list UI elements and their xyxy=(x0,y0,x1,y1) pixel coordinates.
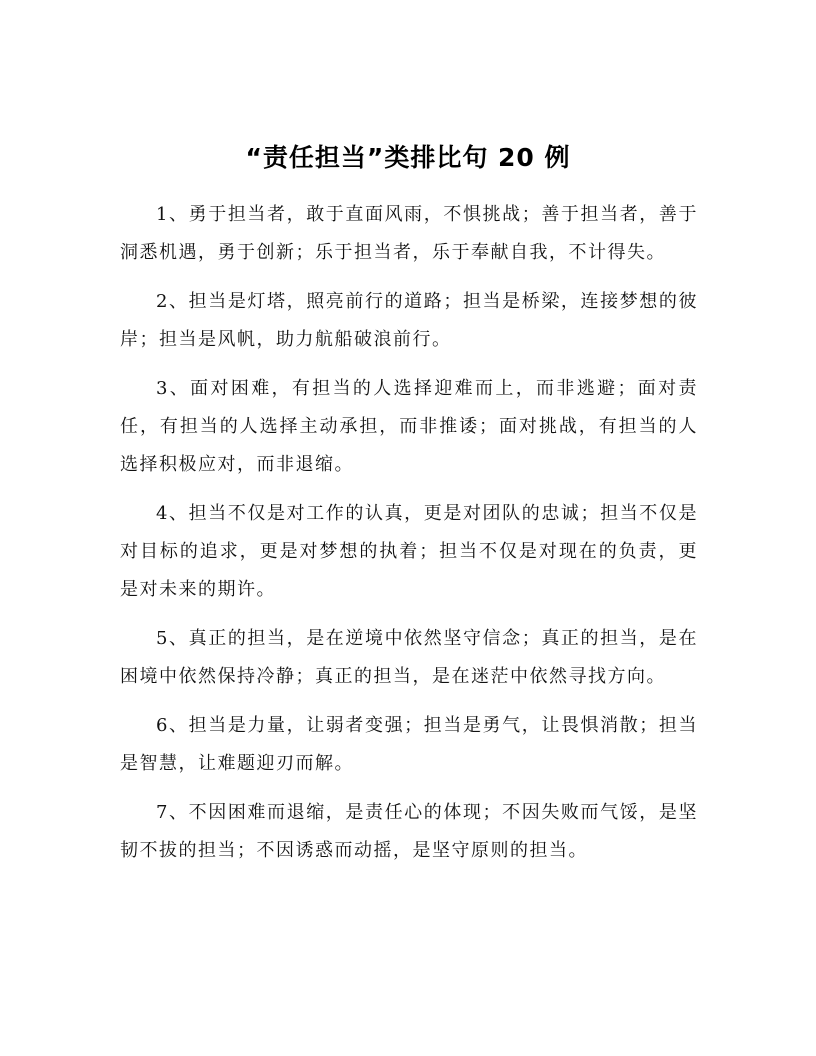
document-body xyxy=(120,196,698,881)
paragraph-1: 1、勇于担当者，敢于直面风雨，不惧挑战；善于担当者，善于洞悉机遇，勇于创新；乐于担当者，乐于奉献自我，不计得失。 xyxy=(120,204,698,263)
paragraph-6: 6、担当是力量，让弱者变强；担当是勇气，让畏惧消散；担当是智慧，让难题迎刃而解。 xyxy=(120,715,698,774)
paragraph-5: 5、真正的担当，是在逆境中依然坚守信念；真正的担当，是在困境中依然保持冷静；真正的担当，是在迷茫中依然寻找方向。 xyxy=(120,628,698,687)
paragraph-7: 7、不因困难而退缩，是责任心的体现；不因失败而气馁，是坚韧不拔的担当；不因诱惑而动摇，是坚守原则的担当。 xyxy=(120,802,698,861)
paragraph-3: 3、面对困难，有担当的人选择迎难而上，而非逃避；面对责任，有担当的人选择主动承担，而非推诿；面对挑战，有担当的人选择积极应对，而非退缩。 xyxy=(120,378,698,475)
document-title: “责任担当”类排比句 20 例 xyxy=(245,143,571,172)
paragraph-2: 2、担当是灯塔，照亮前行的道路；担当是桥梁，连接梦想的彼岸；担当是风帆，助力航船破浪前行。 xyxy=(120,291,698,350)
paragraph-4: 4、担当不仅是对工作的认真，更是对团队的忠诚；担当不仅是对目标的追求，更是对梦想的执着；担当不仅是对现在的负责，更是对未来的期许。 xyxy=(120,503,698,600)
